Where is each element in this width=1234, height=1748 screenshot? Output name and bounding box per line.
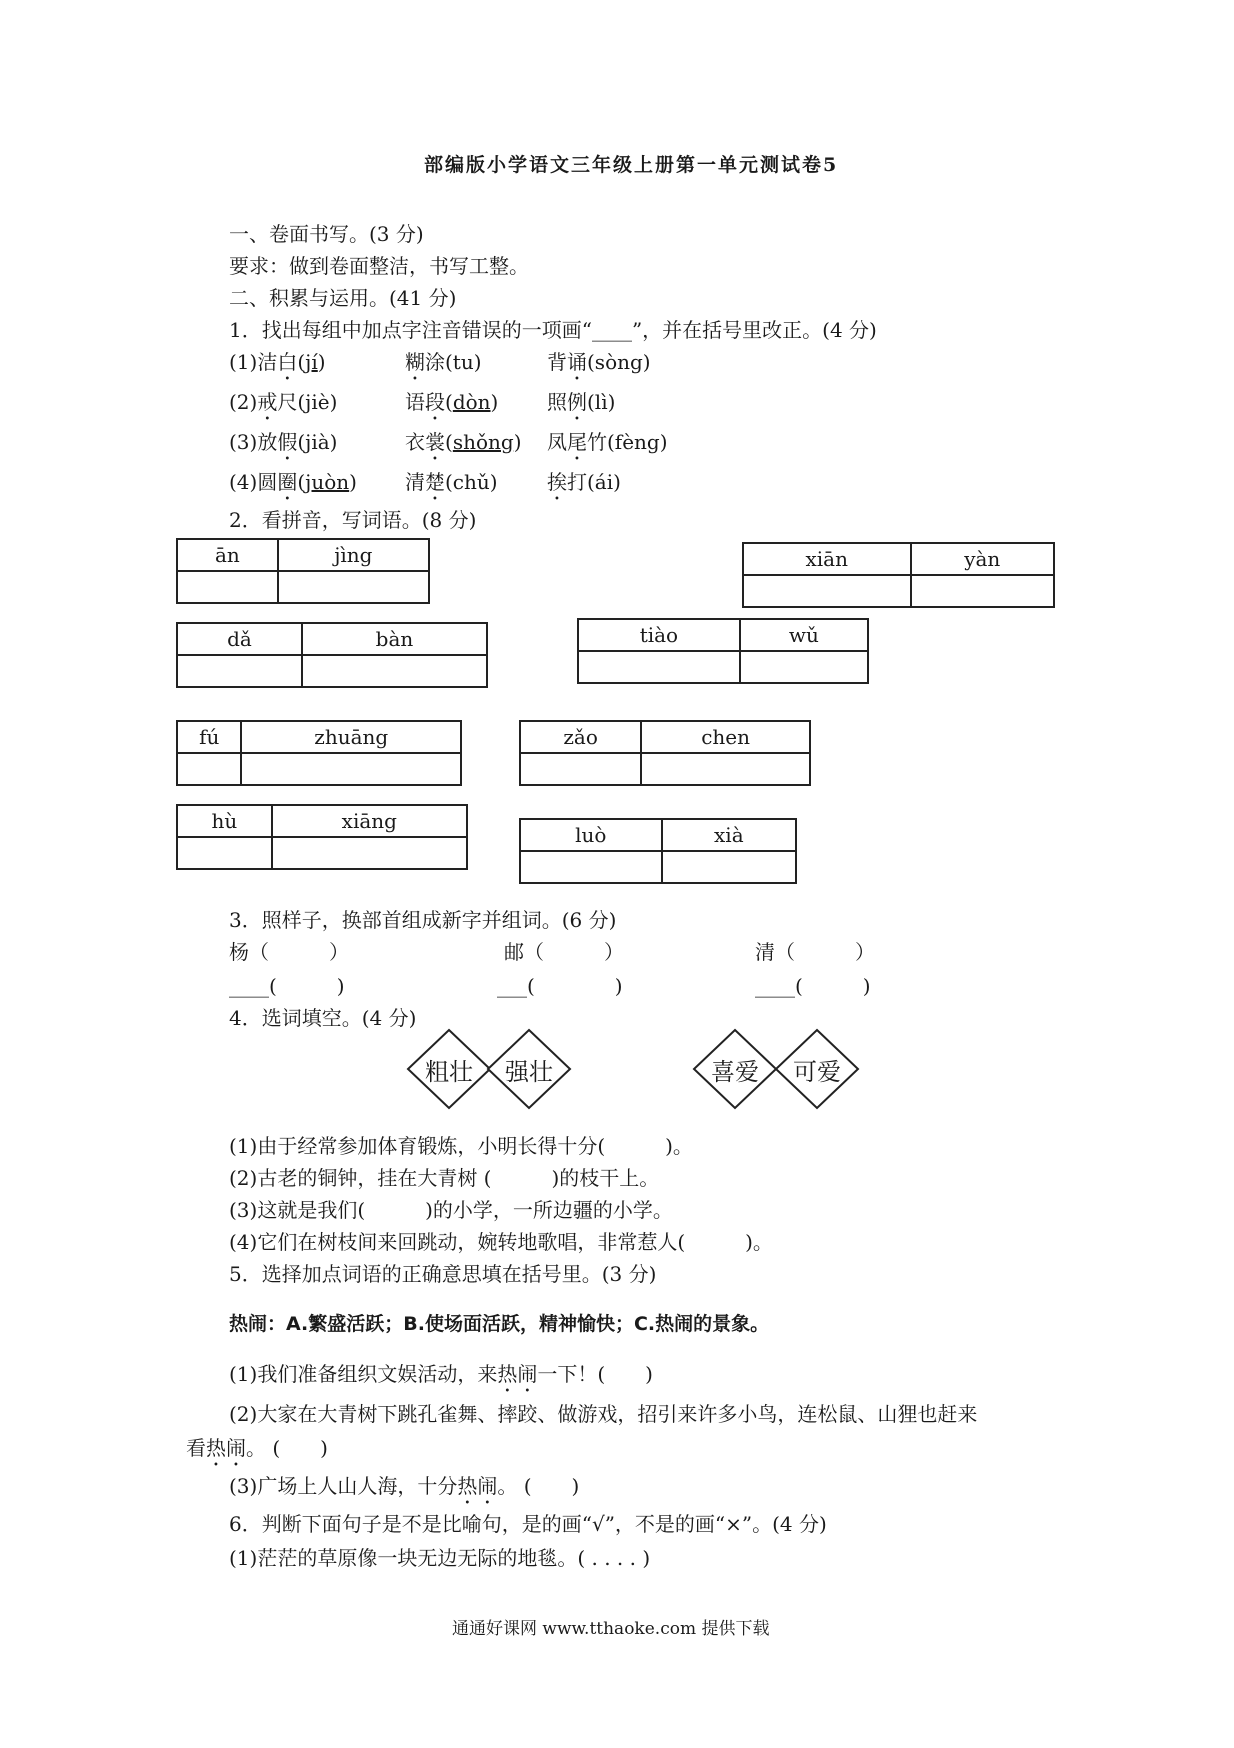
pinyin-box-3	[176, 622, 488, 688]
pinyin-label: luò	[520, 819, 662, 851]
answer-cell[interactable]	[662, 851, 796, 883]
q1-option: 衣裳(shǒng)	[405, 430, 522, 454]
answer-cell[interactable]	[177, 571, 278, 603]
section-1-requirement: 要求：做到卷面整洁，书写工整。	[229, 254, 529, 278]
pinyin-label: bàn	[302, 623, 487, 655]
pinyin-label: dǎ	[177, 623, 302, 655]
q3-blank[interactable]: ____( )	[229, 974, 345, 998]
word-diamond	[478, 1018, 580, 1120]
q1-option: 背诵(sòng)	[547, 350, 651, 374]
q1-option: 清楚(chǔ)	[405, 470, 498, 494]
diamond-word: 可爱	[793, 1057, 841, 1086]
answer-cell[interactable]	[241, 753, 461, 785]
q3-item[interactable]: 杨（ ）	[229, 940, 349, 964]
q3-item[interactable]: 邮（ ）	[504, 940, 624, 964]
q3-blank[interactable]: ___( )	[497, 974, 623, 998]
answer-cell[interactable]	[177, 753, 241, 785]
answer-cell[interactable]	[520, 851, 662, 883]
answer-cell[interactable]	[578, 651, 740, 683]
diamond-word: 强壮	[505, 1057, 553, 1086]
answer-cell[interactable]	[177, 655, 302, 687]
q1-option: (1)洁白(jí)	[229, 350, 326, 374]
q5-item-2-line2[interactable]: 看热闹。 ( )	[186, 1436, 328, 1460]
q1-option: 糊涂(tu)	[405, 350, 482, 374]
q4-item[interactable]: (1)由于经常参加体育锻炼，小明长得十分( )。	[229, 1134, 693, 1158]
answer-cell[interactable]	[278, 571, 429, 603]
q1-option: (2)戒尺(jiè)	[229, 390, 338, 414]
word-diamond	[766, 1018, 868, 1120]
answer-cell[interactable]	[743, 575, 911, 607]
q1-option: (3)放假(jià)	[229, 430, 338, 454]
q6-item[interactable]: (1)茫茫的草原像一块无边无际的地毯。( . . . . )	[229, 1546, 651, 1570]
q1-option: 挨打(ái)	[547, 470, 621, 494]
diamond-word: 喜爱	[711, 1057, 759, 1086]
q1-prompt: 1．找出每组中加点字注音错误的一项画“____”，并在括号里改正。(4 分)	[229, 318, 877, 342]
pinyin-box-2	[742, 542, 1055, 608]
answer-cell[interactable]	[641, 753, 810, 785]
q2-prompt: 2．看拼音，写词语。(8 分)	[229, 508, 477, 532]
pinyin-label: wǔ	[740, 619, 868, 651]
q3-item[interactable]: 清（ ）	[755, 940, 875, 964]
section-2-heading: 二、积累与运用。(41 分)	[229, 286, 457, 310]
page-title: 部编版小学语文三年级上册第一单元测试卷5	[424, 154, 839, 176]
q1-option: 凤尾竹(fèng)	[547, 430, 668, 454]
pinyin-label: chen	[641, 721, 810, 753]
answer-cell[interactable]	[520, 753, 641, 785]
pinyin-label: xiāng	[272, 805, 467, 837]
answer-cell[interactable]	[272, 837, 467, 869]
answer-cell[interactable]	[302, 655, 487, 687]
pinyin-label: fú	[177, 721, 241, 753]
q3-prompt: 3．照样子，换部首组成新字并组词。(6 分)	[229, 908, 617, 932]
pinyin-label: zhuāng	[241, 721, 461, 753]
pinyin-label: hù	[177, 805, 272, 837]
q5-prompt: 5．选择加点词语的正确意思填在括号里。(3 分)	[229, 1262, 657, 1286]
pinyin-label: xiān	[743, 543, 911, 575]
pinyin-box-4	[577, 618, 869, 684]
pinyin-label: zǎo	[520, 721, 641, 753]
pinyin-box-1	[176, 538, 430, 604]
pinyin-label: tiào	[578, 619, 740, 651]
q1-option: (4)圆圈(juòn)	[229, 470, 357, 494]
section-1-heading: 一、卷面书写。(3 分)	[229, 222, 424, 246]
diamond-word: 粗壮	[425, 1057, 473, 1086]
q4-item[interactable]: (4)它们在树枝间来回跳动，婉转地歌唱，非常惹人( )。	[229, 1230, 773, 1254]
pinyin-box-5	[176, 720, 462, 786]
pinyin-box-7	[176, 804, 468, 870]
q6-prompt: 6．判断下面句子是不是比喻句，是的画“√”，不是的画“×”。(4 分)	[229, 1512, 827, 1536]
q3-blank[interactable]: ____( )	[755, 974, 871, 998]
pinyin-label: jìng	[278, 539, 429, 571]
q5-item-1[interactable]: (1)我们准备组织文娱活动，来热闹一下！( )	[229, 1362, 653, 1386]
pinyin-box-8	[519, 818, 797, 884]
pinyin-box-6	[519, 720, 811, 786]
pinyin-label: ān	[177, 539, 278, 571]
pinyin-label: yàn	[911, 543, 1055, 575]
q1-option: 语段(dòn)	[405, 390, 499, 414]
q5-item-2-line1: (2)大家在大青树下跳孔雀舞、摔跤、做游戏，招引来许多小鸟，连松鼠、山狸也赶来	[229, 1402, 978, 1426]
q4-item[interactable]: (2)古老的铜钟，挂在大青树 ( )的枝干上。	[229, 1166, 660, 1190]
q5-definition: 热闹：A.繁盛活跃；B.使场面活跃，精神愉快；C.热闹的景象。	[229, 1313, 770, 1335]
q5-item-3[interactable]: (3)广场上人山人海，十分热闹。 ( )	[229, 1474, 580, 1498]
answer-cell[interactable]	[911, 575, 1055, 607]
footer-credit: 通通好课网 www.tthaoke.com 提供下载	[452, 1619, 770, 1639]
q4-item[interactable]: (3)这就是我们( )的小学，一所边疆的小学。	[229, 1198, 673, 1222]
pinyin-label: xià	[662, 819, 796, 851]
q1-option: 照例(lì)	[547, 390, 616, 414]
answer-cell[interactable]	[177, 837, 272, 869]
q4-prompt: 4．选词填空。(4 分)	[229, 1006, 417, 1030]
answer-cell[interactable]	[740, 651, 868, 683]
